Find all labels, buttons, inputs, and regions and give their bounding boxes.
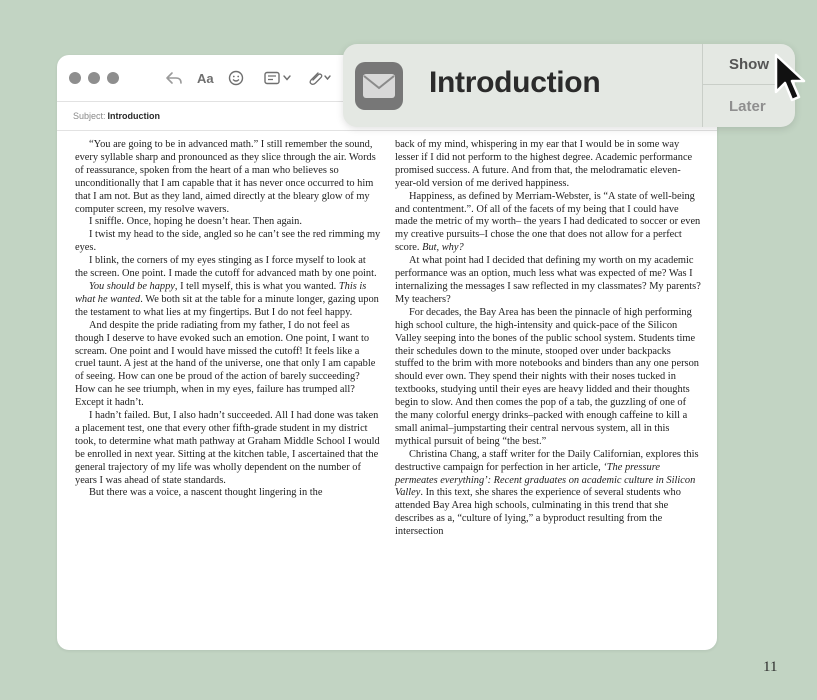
- body-text: , I tell myself, this is what you wanted.: [174, 280, 339, 292]
- emphasis-text: You should be happy: [89, 280, 175, 292]
- body-paragraph: I twist my head to the side, angled so he can’t see the red rimming my eyes.: [75, 229, 381, 254]
- body-paragraph: At what point had I decided that defining my worth on my academic performance was an option, much less what was expected of me? Was I internalizing the messages I saw reflected in my classmates? My parents? My teachers?: [395, 255, 701, 305]
- subject-value: Introduction: [107, 111, 161, 121]
- emphasis-text: ‘The pressure permeates everything’: Recent graduates on academic culture in Silicon Valley: [395, 461, 696, 499]
- body-paragraph: I hadn’t failed. But, I also hadn’t succeeded. All I had done was taken a placement test, one that every other fifth-grade student in my district took, to determine what math pathway at Graham Middle School I would be enrolled in next year. Sitting at the kitchen table, I ascertained that the general trajectory of my life was wholly dependent on the number of years I was ahead of state standards.: [75, 410, 380, 486]
- close-window-button[interactable]: [69, 72, 81, 84]
- show-button[interactable]: Show: [703, 44, 795, 85]
- mouse-pointer-icon: [773, 52, 807, 106]
- body-paragraph: “You are going to be in advanced math.” I still remember the sound, every syllable sharp and pronounced as they slice through the air. Words of reassurance, spoken from the heart of a man who believes so unconditionally that I am capable that it has never once occurred to him that I am not. But as they land, aimed directly at the bleary glow of my computer screen, my resolve wavers.: [75, 139, 376, 215]
- page-number: 11: [763, 659, 778, 675]
- mail-app-icon: [355, 62, 403, 110]
- header-fields-icon: [264, 71, 292, 85]
- zoom-window-button[interactable]: [107, 72, 119, 84]
- reply-icon: [165, 71, 183, 85]
- later-button[interactable]: Later: [729, 97, 766, 115]
- window-controls: [69, 72, 119, 84]
- body-text: Christina Chang, a staff writer for the Daily Californian, explores this destructive campaign for perfection in her article,: [395, 448, 699, 473]
- attachment-dropdown[interactable]: [306, 67, 332, 89]
- minimize-window-button[interactable]: [88, 72, 100, 84]
- emoji-icon: [228, 70, 244, 86]
- emoji-button[interactable]: [228, 67, 244, 89]
- body-paragraph: [395, 449, 701, 539]
- message-body[interactable]: [75, 139, 701, 539]
- body-paragraph: I sniffle. Once, hoping he doesn’t hear. Then again.: [89, 216, 302, 228]
- notification-banner[interactable]: [343, 44, 795, 127]
- body-text: . In this text, she shares the experience of several students who attended Bay Area high schools, culminating in this trend that she describes as a, “culture of lying,” a byproduct resulting from the intersection: [395, 487, 681, 538]
- paperclip-icon: [306, 70, 332, 86]
- envelope-icon: [362, 73, 396, 99]
- body-paragraph: And despite the pride radiating from my father, I do not feel as though I deserve to have evoked such an emotion. One point, I want to scream. One point and I would have missed the cutoff! It feels like a cruel taunt. A jest at the hand of the universe, one that only I am capable of seeing. How can one be proud of the action of barely succeeding? How can he see triumph, when in my eyes, failure has trumped all? Except it hadn’t.: [75, 319, 376, 409]
- body-paragraph: But there was a voice, a nascent thought lingering in the: [89, 487, 323, 499]
- body-column-left: [75, 139, 381, 539]
- reply-button[interactable]: [165, 67, 183, 89]
- body-column-right: [395, 139, 701, 539]
- body-text: Happiness, as defined by Merriam-Webster, is “A state of well-being and contentment.”. Of all of the facets of my being that I could have made the metric of my worth– the years I had dedicated to soccer or even my creative pursuits–I chose the one that does not allow for a perfect score.: [395, 190, 701, 254]
- body-paragraph: I blink, the corners of my eyes stinging as I force myself to look at the screen. One point. I made the cutoff for advanced math by one point.: [75, 255, 377, 280]
- header-fields-dropdown[interactable]: [264, 67, 292, 89]
- subject-label: Subject:: [73, 111, 106, 121]
- body-text: . We both sit at the table for a minute longer, gazing upon the testament to what lies at my fingertips. But I do not feel happy.: [75, 293, 379, 318]
- body-paragraph: For decades, the Bay Area has been the pinnacle of high performing high school culture, the high-intensity and quick-pace of the Silicon Valley seeping into the bones of the public school system. Students time their schedules down to the minute, stooped over under backpacks stuffed to the brim with more notebooks and binders than any one person should ever own. They spend their nights with their noses tucked in textbooks, studying until their eyes are heavy lidded and their thoughts begin to slow. And then comes the pop of a tab, the guzzling of one of the many colorful energy drinks–packed with enough caffeine to kill a small animal–jumpstarting their central nervous system, all in this mythical pursuit of being “the best.”: [395, 306, 699, 447]
- body-paragraph: [395, 191, 701, 256]
- emphasis-text: But, why?: [422, 242, 464, 254]
- format-button[interactable]: Aa: [197, 70, 214, 86]
- notification-title: Introduction: [429, 66, 601, 99]
- emphasis-text: This is what he wanted: [75, 280, 367, 305]
- body-paragraph: back of my mind, whispering in my ear that I would be in some way lesser if I did not perform to the highest degree. Academic performance promised success. A future. And from that, the melodramatic eleven-year-old version of me derived happiness.: [395, 139, 693, 189]
- mail-compose-window: [57, 55, 717, 650]
- body-paragraph: [75, 281, 381, 320]
